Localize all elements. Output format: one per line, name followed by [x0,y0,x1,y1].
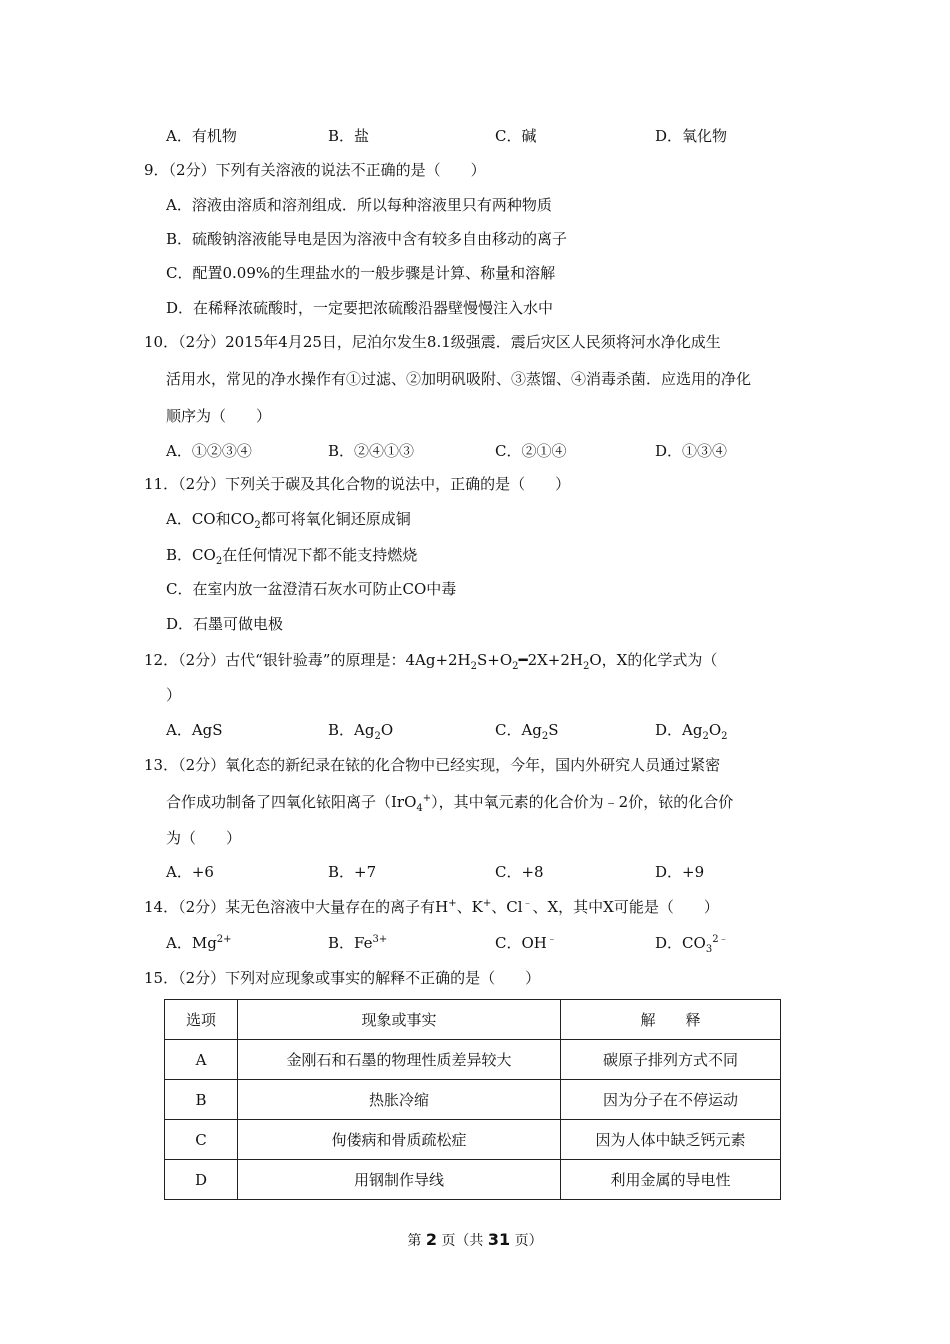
table-cell: 因为人体中缺乏钙元素 [561,1120,781,1160]
table-header-cell: 选项 [165,1000,238,1040]
q10-option-c: C．②①④ [495,442,567,460]
table-cell: A [165,1040,238,1080]
table-header-cell: 解 释 [561,1000,781,1040]
q14-option-b: B．$Fe^{3+}$ [328,934,388,952]
table-cell: 佝偻病和骨质疏松症 [238,1120,561,1160]
q8-option-a: A．有机物 [166,127,237,145]
table-cell: 利用金属的导电性 [561,1160,781,1200]
q13-option-b: B．+7 [328,863,377,881]
table-cell: D [165,1160,238,1200]
q14-option-c: C．OH﹣ [495,934,557,952]
q9-option-a: A．溶液由溶质和溶剂组成．所以每种溶液里只有两种物质 [166,196,552,214]
table-cell: 碳原子排列方式不同 [561,1040,781,1080]
q13-stem-line1: 13．（2分）氧化态的新纪录在铱的化合物中已经实现，今年，国内外研究人员通过紧密 [144,756,721,774]
table-cell: B [165,1080,238,1120]
table-header-row [165,1000,781,1040]
page-footer: 第 2 页（共 31 页） [407,1230,543,1249]
q13-option-d: D．+9 [655,863,705,881]
q15-table [164,999,781,1200]
q13-stem-line3: 为（ ） [166,829,242,847]
q8-option-c: C．碱 [495,127,537,145]
q12-option-d: D．$Ag_2O_2$ [655,721,728,742]
q8-option-d: D．氧化物 [655,127,728,145]
q12-option-c: C．$Ag_2S$ [495,721,559,742]
q10-stem-line3: 顺序为（ ） [166,407,272,425]
q15-stem: 15．（2分）下列对应现象或事实的解释不正确的是（ ） [144,969,541,987]
q14-stem: 14．（2分）某无色溶液中大量存在的离子有H+、K+、Cl﹣、X，其中X可能是（ ） [144,898,719,916]
q9-option-b: B．硫酸钠溶液能导电是因为溶液中含有较多自由移动的离子 [166,230,568,248]
q12-option-b: B．$Ag_2O$ [328,721,394,742]
q11-option-c: C．在室内放一盆澄清石灰水可防止CO中毒 [166,580,457,598]
table-row [165,1040,781,1080]
table-cell: C [165,1120,238,1160]
q11-option-d: D．石墨可做电极 [166,615,284,633]
q13-option-c: C．+8 [495,863,544,881]
table-row [165,1120,781,1160]
q12-option-a: A．AgS [166,721,223,739]
page-total: 31 [487,1230,511,1249]
q10-stem-line1: 10．（2分）2015年4月25日，尼泊尔发生8.1级强震．震后灾区人民须将河水净化成生 [144,333,721,351]
page-number: 2 [425,1230,437,1249]
q9-stem: 9．（2分）下列有关溶液的说法不正确的是（ ） [144,161,486,179]
table-cell: 因为分子在不停运动 [561,1080,781,1120]
q10-stem-line2: 活用水，常见的净水操作有①过滤、②加明矾吸附、③蒸馏、④消毒杀菌．应选用的净化 [166,370,752,388]
q12-stem: 12．（2分）古代“银针验毒”的原理是：$4Ag+2H_2S+O_2━2X+2H_2O$，X的化学式为（ [144,651,718,672]
q12-stem-line2: ） [166,686,182,704]
q9-option-c: C．配置0.09%的生理盐水的一般步骤是计算、称量和溶解 [166,264,556,282]
q10-option-d: D．①③④ [655,442,728,460]
q14-option-a: A．$Mg^{2+}$ [166,934,232,952]
q14-option-d: D．$CO_3^{2﹣}$ [655,934,729,955]
q11-stem: 11．（2分）下列关于碳及其化合物的说法中，正确的是（ ） [144,475,571,493]
table-header-cell: 现象或事实 [238,1000,561,1040]
table-row [165,1160,781,1200]
q11-option-b: B．$CO_2$在任何情况下都不能支持燃烧 [166,546,418,567]
q13-stem-line2: 合作成功制备了四氧化铱阳离子（IrO$_4$+），其中氧元素的化合价为﹣2价，铱的化合价 [166,793,734,814]
q11-option-a: A．CO和$CO_2$都可将氧化铜还原成铜 [166,510,411,531]
table-cell: 金刚石和石墨的物理性质差异较大 [238,1040,561,1080]
q10-option-b: B．②④①③ [328,442,415,460]
q13-option-a: A．+6 [166,863,214,881]
q10-option-a: A．①②③④ [166,442,252,460]
table-row [165,1080,781,1120]
table-cell: 热胀冷缩 [238,1080,561,1120]
q8-option-b: B．盐 [328,127,370,145]
q9-option-d: D．在稀释浓硫酸时，一定要把浓硫酸沿器壁慢慢注入水中 [166,299,554,317]
table-cell: 用钢制作导线 [238,1160,561,1200]
